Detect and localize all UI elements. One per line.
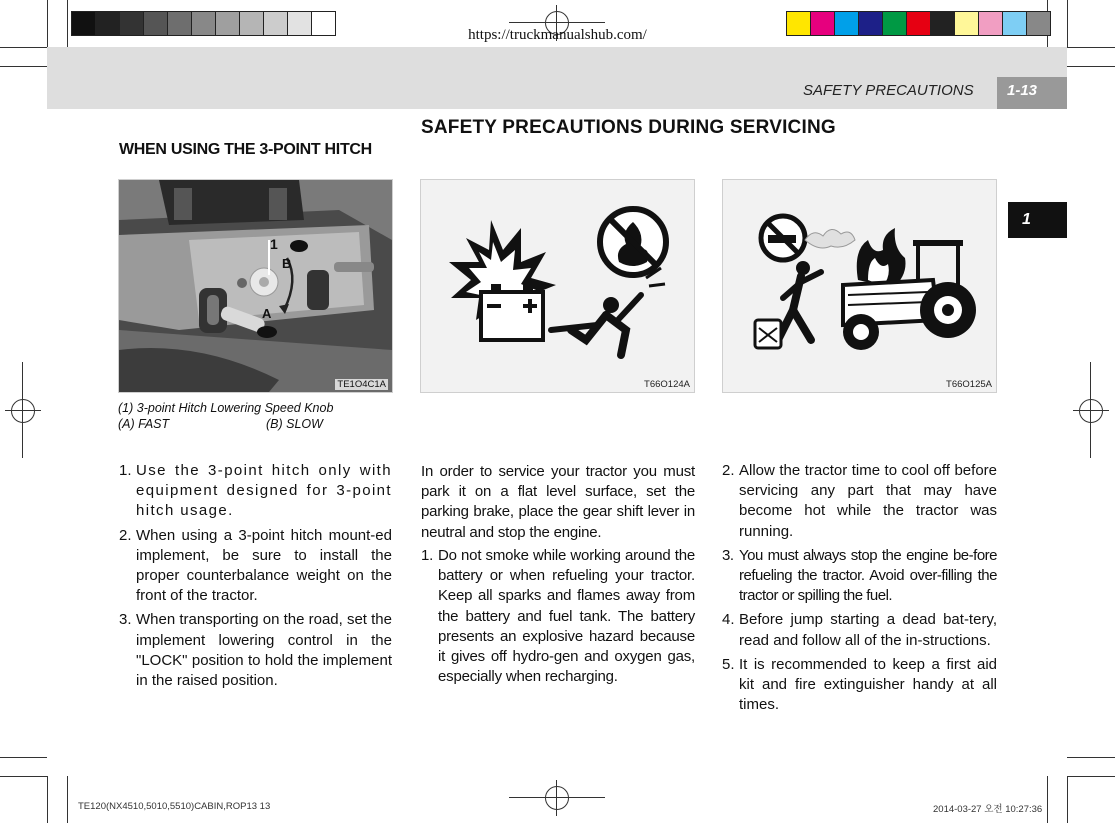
print-footer-left: TE120(NX4510,5010,5510)CABIN,ROP13 13 bbox=[78, 801, 271, 812]
item-number: 2. bbox=[119, 526, 132, 544]
item-number: 3. bbox=[722, 546, 734, 564]
registration-mark-left bbox=[5, 393, 41, 429]
registration-mark-bottom bbox=[539, 780, 575, 816]
section-title: SAFETY PRECAUTIONS bbox=[803, 82, 974, 99]
figure-code: TE1O4C1A bbox=[337, 379, 386, 390]
crop-mark bbox=[1067, 776, 1068, 823]
figure-caption-knob: (1) 3-point Hitch Lowering Speed Knob bbox=[118, 401, 334, 415]
item-text: You must always stop the engine be-fore refueling the tractor. Avoid over-filling the tractor or spilling the fuel. bbox=[739, 546, 997, 605]
chapter-tab: 1 bbox=[1008, 202, 1067, 238]
list-item bbox=[119, 610, 392, 691]
crop-mark bbox=[1067, 776, 1115, 777]
crop-mark bbox=[0, 776, 47, 777]
label-a: A bbox=[262, 306, 272, 321]
crop-mark bbox=[1047, 776, 1048, 823]
figure-caption-slow: (B) SLOW bbox=[266, 417, 323, 431]
crop-mark bbox=[0, 66, 47, 67]
tractor-fire-illustration bbox=[722, 179, 997, 393]
item-number: 4. bbox=[722, 611, 735, 629]
figure-caption-fast: (A) FAST bbox=[118, 417, 170, 431]
list-item bbox=[722, 655, 997, 716]
crop-mark bbox=[0, 47, 47, 48]
page-number: 1-13 bbox=[997, 77, 1067, 109]
registration-mark-right bbox=[1073, 393, 1109, 429]
item-text: Allow the tractor time to cool off before servicing any part that may have become hot while the tractor was running. bbox=[739, 462, 997, 540]
crop-mark bbox=[509, 797, 605, 798]
figure-code: T66O125A bbox=[946, 379, 992, 390]
crop-mark bbox=[22, 362, 23, 458]
item-number: 1. bbox=[421, 547, 434, 564]
figure-code: T66O124A bbox=[644, 379, 690, 390]
left-section-heading: WHEN USING THE 3-POINT HITCH bbox=[119, 141, 372, 158]
servicing-list-right bbox=[722, 461, 997, 719]
item-number: 5. bbox=[722, 655, 735, 673]
item-number: 2. bbox=[722, 462, 735, 479]
list-item bbox=[722, 461, 997, 542]
list-item bbox=[722, 546, 997, 607]
hitch-instruction-list bbox=[119, 461, 392, 695]
item-number: 3. bbox=[119, 611, 132, 629]
label-b: B bbox=[282, 256, 292, 271]
servicing-list-middle bbox=[421, 546, 695, 691]
page-header-band bbox=[47, 47, 1067, 109]
tractor-fire-icon bbox=[723, 180, 996, 392]
crop-mark bbox=[1067, 757, 1115, 758]
item-text: Before jump starting a dead bat-tery, read and follow all of the in-structions. bbox=[739, 611, 997, 649]
crop-mark bbox=[509, 22, 605, 23]
page-title: SAFETY PRECAUTIONS DURING SERVICING bbox=[421, 117, 836, 138]
servicing-intro: In order to service your tractor you must park it on a flat level surface, set the parking brake, place the gear shift lever in neutral and stop the engine. bbox=[421, 463, 695, 541]
print-footer-right: 2014-03-27 오전 10:27:36 bbox=[933, 804, 1043, 815]
crop-mark bbox=[1067, 47, 1115, 48]
item-text: Do not smoke while working around the battery or when refueling your tractor. Keep all sparks and flames away from the battery and fuel tank. The battery presents an explosive hazard because it gives off hydro-gen and oxygen gas, especially when recharging. bbox=[438, 547, 695, 686]
crop-mark bbox=[1090, 362, 1091, 458]
list-item bbox=[119, 461, 392, 522]
list-item bbox=[119, 526, 392, 607]
crop-mark bbox=[1067, 66, 1115, 67]
battery-hazard-illustration bbox=[420, 179, 695, 393]
item-text: When transporting on the road, set the implement lowering control in the "LOCK" position to hold the implement in the raised position. bbox=[136, 611, 392, 690]
list-item bbox=[722, 610, 997, 650]
hitch-knob-photo bbox=[118, 179, 393, 393]
crop-mark bbox=[47, 776, 48, 823]
label-one: 1 bbox=[270, 236, 278, 252]
item-text: Use the 3-point hitch only with equipment designed for 3-point hitch usage. bbox=[136, 462, 392, 520]
battery-explosion-icon bbox=[421, 180, 694, 392]
site-url: https://truckmanualshub.com/ bbox=[468, 27, 647, 43]
item-text: When using a 3-point hitch mount-ed implement, be sure to install the proper counterbalance weight on the front of the tractor. bbox=[136, 526, 392, 605]
item-text: It is recommended to keep a first aid kit and fire extinguisher handy at all times. bbox=[739, 655, 997, 714]
list-item bbox=[421, 546, 695, 687]
crop-mark bbox=[67, 776, 68, 823]
crop-mark bbox=[0, 757, 47, 758]
hitch-knob-illustration bbox=[119, 180, 392, 392]
item-number: 1. bbox=[119, 462, 132, 479]
